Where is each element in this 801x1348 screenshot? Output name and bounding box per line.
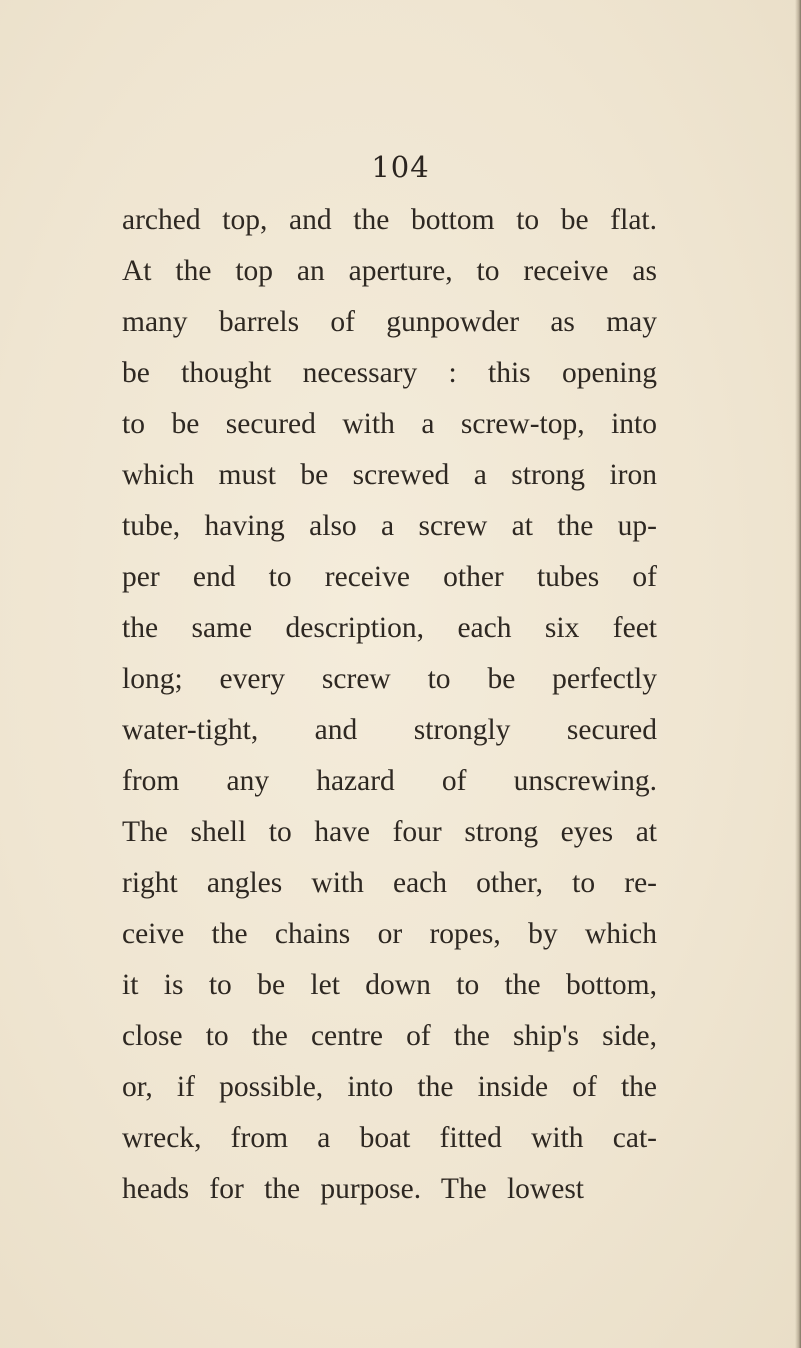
- text-line: or, if possible, into the inside of the: [122, 1071, 657, 1103]
- text-line: wreck, from a boat fitted with cat-: [122, 1122, 657, 1154]
- page-number: 104: [371, 150, 430, 184]
- text-line: right angles with each other, to re-: [122, 867, 657, 899]
- text-line: from any hazard of unscrewing.: [122, 765, 657, 797]
- text-line: ceive the chains or ropes, by which: [122, 918, 657, 950]
- text-line: The shell to have four strong eyes at: [122, 816, 657, 848]
- text-line: water-tight, and strongly secured: [122, 714, 657, 746]
- body-text: [122, 195, 657, 1215]
- text-line: At the top an aperture, to receive as: [122, 255, 657, 287]
- text-line: many barrels of gunpowder as may: [122, 306, 657, 338]
- text-line: heads for the purpose. The lowest: [122, 1173, 584, 1205]
- page-edge-shadow: [795, 0, 801, 1348]
- text-line: close to the centre of the ship's side,: [122, 1020, 657, 1052]
- text-line: it is to be let down to the bottom,: [122, 969, 657, 1001]
- text-line: which must be screwed a strong iron: [122, 459, 657, 491]
- text-line: per end to receive other tubes of: [122, 561, 657, 593]
- text-line: be thought necessary : this opening: [122, 357, 657, 389]
- text-line: arched top, and the bottom to be flat.: [122, 204, 657, 236]
- text-line: long; every screw to be perfectly: [122, 663, 657, 695]
- text-line: tube, having also a screw at the up-: [122, 510, 657, 542]
- text-line: to be secured with a screw-top, into: [122, 408, 657, 440]
- text-line: the same description, each six feet: [122, 612, 657, 644]
